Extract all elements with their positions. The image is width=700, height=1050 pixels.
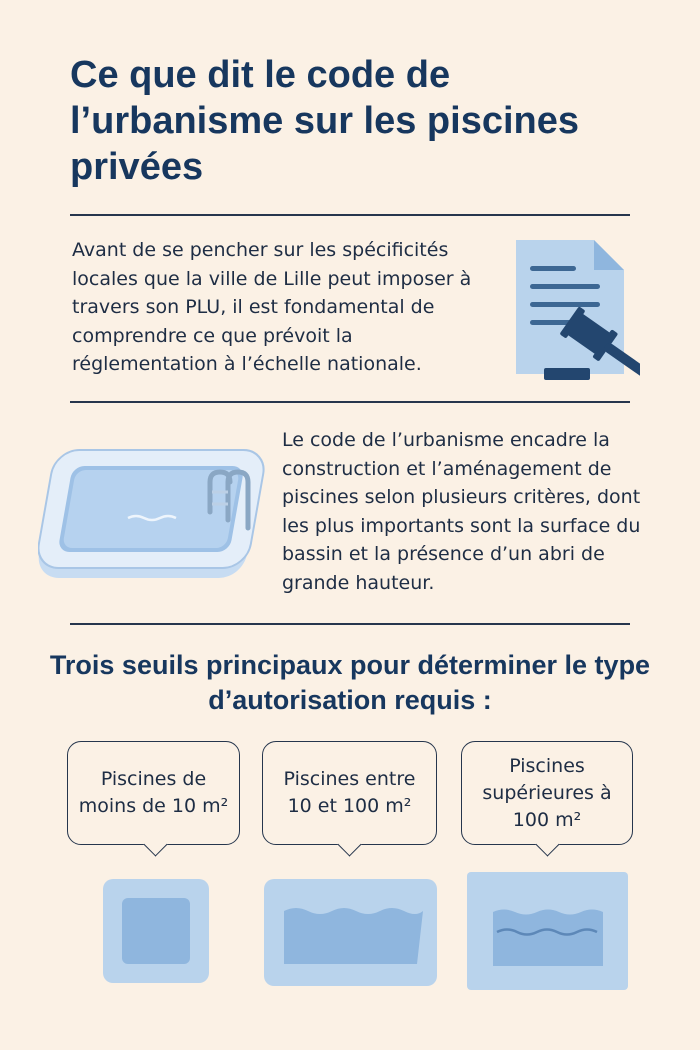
legal-document-gavel-icon bbox=[508, 236, 640, 386]
threshold-bubble-small bbox=[67, 741, 240, 845]
threshold-label-medium: Piscines entre 10 et 100 m² bbox=[283, 768, 416, 817]
criteria-paragraph: Le code de l’urbanisme encadre la construction et l’aménagement de piscines selon plusieurs critères, dont les plus importants sont la surface du bassin et la présence d’un abri de grande hauteur. bbox=[282, 429, 641, 594]
divider-1 bbox=[70, 214, 630, 216]
threshold-label-small: Piscines de moins de 10 m² bbox=[78, 768, 229, 817]
page-title: Ce que dit le code de l’urbanisme sur les piscines privées bbox=[70, 54, 579, 188]
threshold-label-large: Piscines supérieures à 100 m² bbox=[482, 754, 612, 831]
medium-pool-icon bbox=[264, 879, 437, 986]
threshold-bubble-medium bbox=[262, 741, 437, 845]
small-pool-icon bbox=[103, 879, 209, 983]
pool-ladder-illustration bbox=[38, 430, 270, 590]
divider-2 bbox=[70, 401, 630, 403]
threshold-bubble-large bbox=[461, 741, 633, 845]
divider-3 bbox=[70, 623, 630, 625]
large-pool-icon bbox=[467, 872, 628, 990]
intro-paragraph: Avant de se pencher sur les spécificités locales que la ville de Lille peut imposer à travers son PLU, il est fondamental de comprendre ce que prévoit la réglementation à l’échelle nationale. bbox=[72, 239, 472, 375]
thresholds-title: Trois seuils principaux pour déterminer le type d’autorisation requis : bbox=[49, 650, 651, 715]
